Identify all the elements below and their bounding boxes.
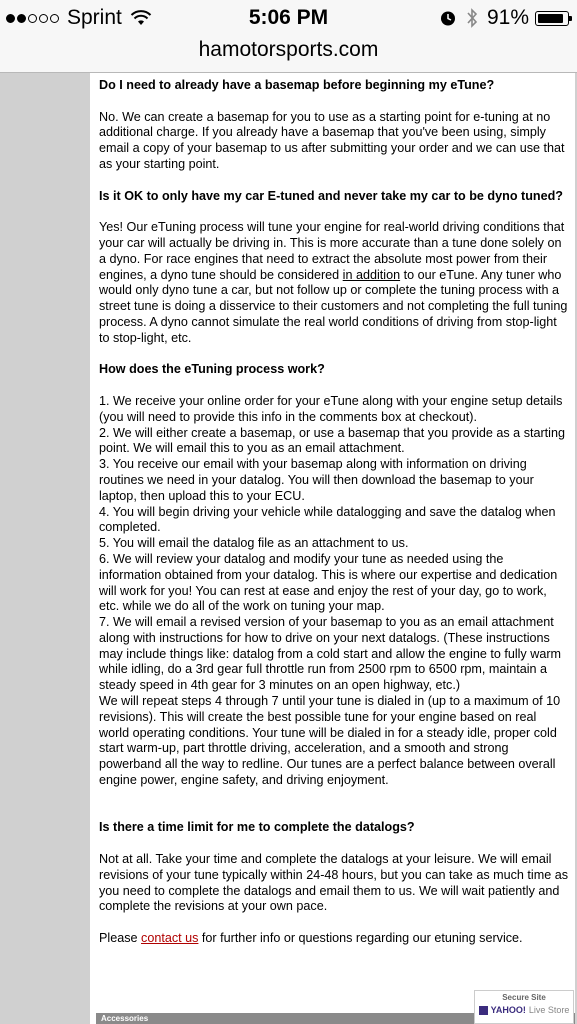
lock-icon (479, 1006, 488, 1015)
live-store-label: Live Store (528, 1005, 570, 1015)
footer-accessories-label[interactable]: Accessories (101, 1014, 149, 1023)
faq-question: Is there a time limit for me to complete the datalogs? (99, 820, 415, 835)
faq-question: How does the eTuning process work? (99, 362, 325, 377)
answer-text: Yes! Our eTuning process will tune your engine for real-world driving conditions that your car will actually be driving in. This is more accurate than a tune done solely on a dyno. For race engines that need to extract the absolute most power from their engines, a dyno tune should be considered (99, 220, 565, 282)
process-step: 4. You will begin driving your vehicle while datalogging and save the datalog when completed. (99, 504, 556, 535)
battery-icon (535, 11, 569, 26)
contact-text: Please (99, 931, 142, 946)
answer-text: to our eTune. Any tuner who would only dyno tune a car, but not follow up or complete the tuning process with a street tune is doing a disservice to their customers and not completing the full tuning process. A dyno cannot simulate the real world conditions of driving from stop-light to stop-light, etc. (99, 267, 568, 345)
faq-question: Is it OK to only have my car E-tuned and never take my car to be dyno tuned? (99, 188, 563, 203)
battery-percentage: 91% (486, 6, 529, 29)
emphasis-underline: in addition (342, 267, 401, 282)
url-text[interactable]: hamotorsports.com (198, 38, 379, 61)
yahoo-logo: YAHOO! (490, 1005, 526, 1015)
faq-answer: Not at all. Take your time and complete the datalogs at your leisure. We will email revisions of your tune typically within 24-48 hours, but you can take as much time as you need to complete the datalogs and email them to us. We will wait patiently and complete the revisions at your own pace. (99, 852, 569, 914)
secure-site-title: Secure Site (502, 993, 546, 1002)
bluetooth-icon (465, 8, 479, 28)
faq-answer (99, 220, 569, 346)
contact-line (99, 931, 569, 947)
alarm-clock-icon (439, 9, 457, 27)
process-step: 5. You will email the datalog file as an attachment to us. (99, 536, 409, 551)
contact-text: for further info or questions regarding our etuning service. (198, 931, 523, 946)
faq-content (99, 78, 569, 947)
process-step: 6. We will review your datalog and modify your tune as needed using the information obtained from your datalog. This is where our expertise and dedication will work for you! You can rest at ease and enjoy the rest of your day, go to work, etc. while we do all of the work on tuning your map. (99, 551, 558, 614)
process-step: We will repeat steps 4 through 7 until your tune is dialed in (up to a maximum of 10 revisions). This will create the best possible tune for your engine based on real world operating conditions. Your tune will be dialed in for a steady idle, proper cold start warm-up, part throttle driving, acceleration, and a smooth and strong powerband all the way to redline. Our tunes are a perfect balance between overall engine power, engine safety, and driving enjoyment. (99, 694, 561, 788)
faq-answer: No. We can create a basemap for you to use as a starting point for e-tuning at no additional charge. If you already have a basemap that you've been using, simply email a copy of your basemap to us after submitting your order and we can use that as your starting point. (99, 109, 565, 171)
process-step: 2. We will either create a basemap, or use a basemap that you provide as a starting point. We will email this to you as an email attachment. (99, 425, 565, 456)
status-bar (0, 0, 577, 36)
carrier-name: Sprint (67, 6, 122, 29)
faq-question: Do I need to already have a basemap before beginning my eTune? (99, 78, 495, 92)
process-step: 3. You receive our email with your basemap along with information on driving routines we need in your datalog. You will then download the basemap to your laptop, then upload this to your ECU. (99, 457, 534, 503)
status-right (439, 6, 569, 30)
clock: 5:06 PM (248, 6, 329, 29)
process-step: 1. We receive your online order for your eTune along with your engine setup details (you will need to provide this info in the comments box at checkout). (99, 393, 563, 424)
contact-us-link[interactable]: contact us (141, 931, 199, 946)
left-gutter (0, 73, 90, 1024)
address-bar[interactable] (0, 36, 577, 73)
process-step: 7. We will email a revised version of your basemap to you as an email attachment along with instructions for how to drive on your next datalogs. (These instructions may include things like: datalog from a cold start and allow the engine to fully warm while idling, do a 3rd gear full throttle run from 2500 rpm to 6500 rpm, maintain a steady speed in 4th gear for 3 minutes on an open highway, etc.) (99, 615, 562, 693)
secure-site-badge[interactable] (474, 990, 574, 1024)
